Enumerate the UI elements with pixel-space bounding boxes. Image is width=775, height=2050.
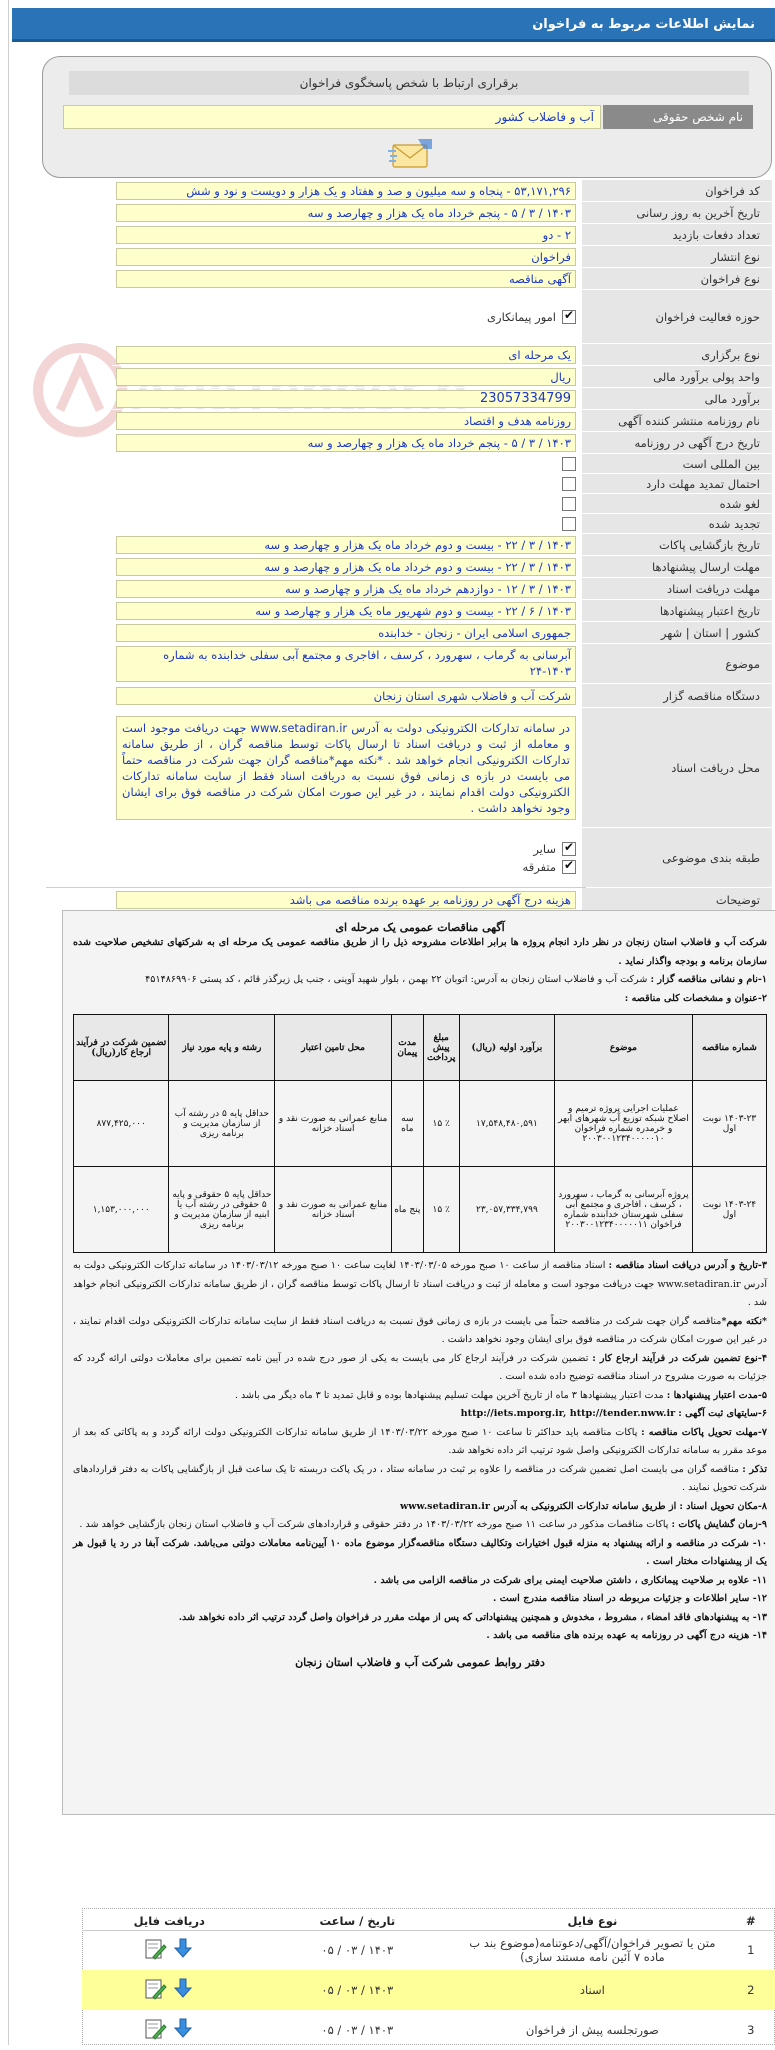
nt-cell: پنج ماه bbox=[391, 1167, 423, 1253]
notice-item2-head: ۲-عنوان و مشخصات کلی مناقصه : bbox=[624, 992, 767, 1004]
row-estimate bbox=[112, 388, 772, 410]
nt-cell: منابع عمرانی به صورت نقد و اسناد خزانه bbox=[275, 1167, 392, 1253]
nt-cell: حداقل پایه ۵ حقوقی و پایه ۵ حقوقی در رشته آب یا ابنیه از سازمان مدیریت و برنامه ریزی bbox=[169, 1167, 275, 1253]
doc-place-textarea[interactable]: در سامانه تدارکات الکترونیکی دولت به آدرس www.setadiran.ir جهت دریافت موجود است و معامله از ثبت و دریافت اسناد تا ارسال پاکات توسط مناقصه گران ، از طریق سامانه تدارکات الکترونیکی انجام خواهد شد . *نکته مهم*مناقصه گران جهت شرکت در مناقصه حتماً می بایست در بازه ی زمانی فوق نسبت به دریافت اسناد فقط از سایت سامانه تدارکات الکترونیکی دولت اقدام نمایند ، در غیر این صورت امکان شرکت در مناقصه فوق برای ایشان وجود نخواهد داشت . bbox=[116, 716, 576, 820]
file-type: متن یا تصویر فراخوان/آگهی/دعوتنامه(موضوع بند ب ماده ۷ آئین نامه مستند سازی) bbox=[469, 1936, 716, 1965]
row-activity bbox=[112, 290, 772, 344]
file-type: صورتجلسه پیش از فراخوان bbox=[525, 2023, 659, 2037]
call-type-value: آگهی مناقصه bbox=[116, 270, 576, 288]
row-newspaper-date bbox=[112, 432, 772, 454]
legal-person-label: نام شخص حقوقی bbox=[603, 105, 753, 129]
nt-header: موضوع bbox=[555, 1015, 693, 1081]
edit-document-icon[interactable] bbox=[143, 2017, 167, 2041]
code-value: ۵۳,۱۷۱,۲۹۶ - پنجاه و سه میلیون و صد و هفتاد و یک هزار و دویست و نود و شش bbox=[116, 182, 576, 200]
opening-label: تاریخ بازگشایی پاکات bbox=[580, 534, 772, 555]
file-row bbox=[82, 1970, 775, 2010]
category-other-checkbox[interactable] bbox=[562, 842, 576, 856]
row-extension bbox=[112, 474, 772, 494]
notice-note: مناقصه گران جهت شرکت در مناقصه حتماً می بایست در بازه ی زمانی فوق نسبت به دریافت اسناد فقط از سایت سامانه تدارکات الکترونیکی دولت اقدام نمایند ، در غیر این صورت امکان شرکت در مناقصه فوق برای ایشان وجود نخواهد داشت . bbox=[73, 1315, 767, 1345]
row-notes bbox=[112, 888, 772, 912]
download-arrow-icon[interactable] bbox=[171, 1977, 195, 2001]
submit-deadline-value: ۱۴۰۳ / ۳ / ۲۲ - بیست و دوم خرداد ماه یک هزار و چهارصد و سه bbox=[116, 558, 576, 576]
row-holding-type bbox=[112, 344, 772, 366]
notice-footer: دفتر روابط عمومی شرکت آب و فاضلاب استان زنجان bbox=[295, 1655, 545, 1669]
nt-row bbox=[74, 1081, 767, 1167]
notice-image bbox=[62, 910, 775, 1815]
row-renewed bbox=[112, 514, 772, 534]
nt-cell: ۱۴۰۳-۲۳ نوبت اول bbox=[692, 1081, 766, 1167]
notice-item13: ۱۳- به پیشنهادهای فاقد امضاء ، مشروط ، مخدوش و همچنین پیشنهاداتی که پس از مهلت مقرر در فراخوان واصل گردد ترتیب اثر داده نخواهد شد. bbox=[178, 1611, 767, 1623]
file-row bbox=[82, 2010, 775, 2050]
file-num: 2 bbox=[727, 1970, 775, 2010]
row-validity bbox=[112, 600, 772, 622]
validity-value: ۱۴۰۳ / ۶ / ۲۲ - بیست و دوم شهریور ماه یک هزار و چهارصد و سه bbox=[116, 602, 576, 620]
row-org bbox=[112, 684, 772, 708]
file-num: 1 bbox=[747, 1943, 755, 1958]
notice-item9-head: ۹-زمان گشایش پاکات : bbox=[671, 1519, 767, 1530]
currency-label: واحد پولی برآورد مالی bbox=[580, 366, 772, 387]
notice-item11: ۱۱- علاوه بر صلاحیت پیمانکاری ، داشتن صلاحیت ایمنی برای شرکت در مناقصه الزامی می باشد . bbox=[373, 1574, 767, 1586]
contact-title: برقراری ارتباط با شخص پاسخگوی فراخوان bbox=[69, 71, 749, 95]
tender-info-table bbox=[112, 180, 772, 912]
estimate-value: 23057334799 bbox=[116, 390, 576, 408]
file-date: ۱۴۰۳ / ۰۳ / ۰۵ bbox=[257, 1970, 458, 2010]
notice-item3: اسناد مناقصه از ساعت ۱۰ صبح مورخه ۱۴۰۳/۰۳/۰۵ لغایت ساعت ۱۰ صبح مورخه ۱۴۰۳/۰۳/۱۲ در سامانه تدارکات الکترونیکی دولت به آدرس www.setadiran.ir جهت دریافت موجود است و معامله از ثبت و دریافت اسناد تا ارسال پاکات توسط مناقصه گران ، از طریق سامانه تدارکات الکترونیکی انجام خواهد شد . bbox=[73, 1260, 767, 1308]
nt-row bbox=[74, 1167, 767, 1253]
nt-header: رشته و پایه مورد نیاز bbox=[169, 1015, 275, 1081]
nt-cell: منابع عمرانی به صورت نقد و اسناد خزانه bbox=[275, 1081, 392, 1167]
row-subject bbox=[112, 644, 772, 684]
newspaper-value: روزنامه هدف و اقتصاد bbox=[116, 412, 576, 430]
location-label: کشور | استان | شهر bbox=[580, 622, 772, 643]
newspaper-label: نام روزنامه منتشر کننده آگهی bbox=[580, 410, 772, 431]
row-newspaper bbox=[112, 410, 772, 432]
renewed-checkbox[interactable] bbox=[562, 517, 576, 531]
activity-value: امور پیمانکاری bbox=[487, 309, 556, 324]
row-opening bbox=[112, 534, 772, 556]
category-label: طبقه بندی موضوعی bbox=[580, 828, 772, 887]
subject-value: آبرسانی به گرماب ، سهرورد ، کرسف ، افاجری و مجتمع آبی سفلی خدابنده به شماره ۱۴۰۳-۲۴ bbox=[116, 646, 576, 682]
last-update-label: تاریخ آخرین به روز رسانی bbox=[580, 202, 772, 223]
envelope-icon[interactable] bbox=[388, 137, 434, 169]
notice-item12: ۱۲- سایر اطلاعات و جزئیات مربوطه در اسناد مناقصه مندرج است . bbox=[493, 1593, 767, 1604]
notice-item4: تضمین شرکت در فرآیند ارجاع کار می بایست به یکی از صور درج شده در آیین نامه تضمین برای معاملات دولتی ارائه گردد که جزئیات به صورت مشروح در اسناد مناقصه توضیح داده شده است . bbox=[73, 1352, 767, 1382]
row-call-type bbox=[112, 268, 772, 290]
org-label: دستگاه مناقصه گزار bbox=[580, 684, 772, 707]
download-arrow-icon[interactable] bbox=[171, 2017, 195, 2041]
notes-label: توضیحات bbox=[580, 888, 772, 911]
extension-checkbox[interactable] bbox=[562, 477, 576, 491]
nt-cell: عملیات اجرایی پروژه ترمیم و اصلاح شبکه توزیع آب شهرهای ابهر و خرمدره شماره فراخوان ۲۰۰۳۰۰۱۲۳۴۰۰۰۰۰۱۰ bbox=[555, 1081, 693, 1167]
row-international bbox=[112, 454, 772, 474]
divider bbox=[46, 887, 586, 888]
notice-title: آگهی مناقصات عمومی یک مرحله ای bbox=[335, 921, 505, 934]
estimate-label: برآورد مالی bbox=[580, 388, 772, 409]
download-arrow-icon[interactable] bbox=[171, 1937, 195, 1961]
currency-value: ریال bbox=[116, 368, 576, 386]
row-cancel bbox=[112, 494, 772, 514]
activity-checkbox[interactable] bbox=[562, 310, 576, 324]
nt-cell: پروژه آبرسانی به گرماب ، سهرورد ، کرسف ، افاجری و مجتمع آبی سفلی شهرستان خدابنده شماره فراخوان ۲۰۰۳۰۰۱۲۳۴۰۰۰۰۰۱۱ bbox=[555, 1167, 693, 1253]
nt-cell: ۲۳,۰۵۷,۳۳۴,۷۹۹ bbox=[459, 1167, 554, 1253]
notice-item5: مدت اعتبار پیشنهادها ۳ ماه از تاریخ آخرین مهلت تسلیم پیشنهادها بوده و قابل تمدید تا ۳ ماه دیگر می باشد . bbox=[234, 1389, 664, 1401]
nt-header: برآورد اولیه (ریال) bbox=[459, 1015, 554, 1081]
file-date: ۱۴۰۳ / ۰۳ / ۰۵ bbox=[321, 1943, 394, 1958]
row-publish-type bbox=[112, 246, 772, 268]
file-date: ۱۴۰۳ / ۰۳ / ۰۵ bbox=[321, 2023, 394, 2037]
category-other-label: سایر bbox=[533, 841, 556, 856]
publish-type-value: فراخوان bbox=[116, 248, 576, 266]
files-header-download: دریافت فایل bbox=[82, 1912, 257, 1930]
notice-intro: شرکت آب و فاضلاب استان زنجان در نظر دارد انجام پروژه ها برابر اطلاعات مشروحه ذیل را از طریق مناقصه عمومی یک مرحله ای به شرکتهای تشخیص صلاحیت شده سازمان برنامه و بودجه واگذار نماید . bbox=[73, 937, 767, 967]
notice-item7-head: ۷-مهلت تحویل پاکات مناقصه : bbox=[641, 1426, 767, 1438]
submit-deadline-label: مهلت ارسال پیشنهادها bbox=[580, 556, 772, 577]
notes-value: هزینه درج آگهی در روزنامه بر عهده برنده مناقصه می باشد bbox=[116, 891, 576, 909]
nt-header: مبلغ پیش پرداخت bbox=[423, 1015, 459, 1081]
nt-cell: ۱۴۰۳-۲۴ نوبت اول bbox=[692, 1167, 766, 1253]
international-checkbox[interactable] bbox=[562, 457, 576, 471]
notice-item3-head: ۳-تاریخ و آدرس دریافت اسناد مناقصه : bbox=[608, 1260, 768, 1271]
doc-place-label: محل دریافت اسناد bbox=[580, 708, 772, 827]
activity-label: حوزه فعالیت فراخوان bbox=[580, 290, 772, 343]
call-type-label: نوع فراخوان bbox=[580, 268, 772, 289]
international-label: بین المللی است bbox=[580, 454, 772, 473]
file-row bbox=[82, 1930, 775, 1970]
nt-cell: ۱۷,۵۴۸,۴۸۰,۵۹۱ bbox=[459, 1081, 554, 1167]
files-header-num: # bbox=[727, 1912, 775, 1930]
row-category bbox=[112, 828, 772, 888]
notice-item5-head: ۵-مدت اعتبار پیشنهادها : bbox=[666, 1389, 767, 1401]
org-value: شرکت آب و فاضلاب شهری استان زنجان bbox=[116, 687, 576, 705]
notice-item8-head: ۸-مکان تحویل اسناد : bbox=[679, 1500, 767, 1512]
row-location bbox=[112, 622, 772, 644]
nt-cell: ٪ ۱۵ bbox=[423, 1081, 459, 1167]
holding-type-label: نوع برگزاری bbox=[580, 344, 772, 365]
code-label: کد فراخوان bbox=[580, 180, 772, 201]
renewed-label: تجدید شده bbox=[580, 514, 772, 533]
file-num: 3 bbox=[747, 2023, 755, 2037]
nt-header: محل تامین اعتبار bbox=[275, 1015, 392, 1081]
extension-label: احتمال تمدید مهلت دارد bbox=[580, 474, 772, 493]
notice-item4-head: ۴-نوع تضمین شرکت در فرآیند ارجاع کار : bbox=[592, 1352, 767, 1364]
publish-type-label: نوع انتشار bbox=[580, 246, 772, 267]
row-visits bbox=[112, 224, 772, 246]
legal-person-value: آب و فاضلاب کشور bbox=[63, 105, 601, 129]
files-header-date: تاریخ / ساعت bbox=[257, 1912, 458, 1930]
nt-cell: حداقل پایه ۵ در رشته آب از سازمان مدیریت و برنامه ریزی bbox=[169, 1081, 275, 1167]
doc-deadline-value: ۱۴۰۳ / ۳ / ۱۲ - دوازدهم خرداد ماه یک هزار و چهارصد و سه bbox=[116, 580, 576, 598]
notice-item6: http://iets.mporg.ir, http://tender.nww.ir bbox=[460, 1408, 676, 1419]
opening-value: ۱۴۰۳ / ۳ / ۲۲ - بیست و دوم خرداد ماه یک هزار و چهارصد و سه bbox=[116, 536, 576, 554]
notice-reminder-head: تذکر : bbox=[742, 1463, 767, 1475]
doc-deadline-label: مهلت دریافت اسناد bbox=[580, 578, 772, 599]
notice-tender-table bbox=[73, 1014, 767, 1253]
last-update-value: ۱۴۰۳ / ۳ / ۵ - پنجم خرداد ماه یک هزار و چهارصد و سه bbox=[116, 204, 576, 222]
notice-item1: شرکت آب و فاضلاب استان زنجان به آدرس: اتوبان ۲۲ بهمن ، بلوار شهید آوینی ، جنب پل زیرگذر قائم ، کد پستی ۴۵۱۴۸۶۹۹۰۶ bbox=[145, 974, 648, 985]
row-doc-place bbox=[112, 708, 772, 828]
notice-note-head: *نکته مهم* bbox=[721, 1315, 767, 1327]
notice-item9: پاکات مناقصات مذکور در ساعت ۱۱ صبح مورخه ۱۴۰۳/۰۳/۲۲ در دفتر حقوقی و قراردادهای شرکت آب و فاضلاب استان زنجان بازگشایی خواهد شد . bbox=[79, 1519, 669, 1530]
row-currency bbox=[112, 366, 772, 388]
notice-item8: از طریق سامانه تدارکات الکترونیکی به آدرس www.setadiran.ir bbox=[400, 1500, 677, 1512]
validity-label: تاریخ اعتبار پیشنهادها bbox=[580, 600, 772, 621]
nt-header: مدت پیمان bbox=[391, 1015, 423, 1081]
notice-item1-head: ۱-نام و نشانی مناقصه گزار : bbox=[650, 974, 767, 985]
contact-row bbox=[63, 105, 753, 129]
row-last-update bbox=[112, 202, 772, 224]
files-table bbox=[82, 1912, 775, 2050]
holding-type-value: یک مرحله ای bbox=[116, 346, 576, 364]
nt-cell: ٪ ۱۵ bbox=[423, 1167, 459, 1253]
row-doc-deadline bbox=[112, 578, 772, 600]
notice-item14: ۱۴- هزینه درج آگهی در روزنامه به عهده برنده های مناقصه می باشد . bbox=[486, 1630, 767, 1641]
nt-cell: ۸۷۷,۴۲۵,۰۰۰ bbox=[74, 1081, 169, 1167]
notice-item10: ۱۰- شرکت در مناقصه و ارائه پیشنهاد به منزله قبول اختیارات وتکالیف دستگاه مناقصه‌گزار موضوع ماده ۱۰ آیین‌نامه معاملات دولتی می‌باشد. شرکت آبفا در رد یا قبول هر یک از پیشنهادات مختار است . bbox=[73, 1537, 767, 1567]
newspaper-date-label: تاریخ درج آگهی در روزنامه bbox=[580, 432, 772, 453]
subject-label: موضوع bbox=[580, 644, 772, 683]
edit-document-icon[interactable] bbox=[143, 1937, 167, 1961]
nt-header: تضمین شرکت در فرآیند ارجاع کار(ریال) bbox=[74, 1015, 169, 1081]
page-header: نمایش اطلاعات مربوط به فراخوان bbox=[12, 8, 775, 42]
row-code bbox=[112, 180, 772, 202]
contact-panel bbox=[42, 56, 772, 178]
visits-value: ۲ - دو bbox=[116, 226, 576, 244]
files-header-type: نوع فایل bbox=[458, 1912, 727, 1930]
location-value: جمهوری اسلامی ایران - زنجان - خدابنده bbox=[116, 624, 576, 642]
file-type: اسناد bbox=[458, 1970, 727, 2010]
category-misc-label: متفرقه bbox=[522, 859, 556, 874]
notice-item6-head: ۶-سایتهای ثبت آگهی : bbox=[678, 1408, 767, 1419]
newspaper-date-value: ۱۴۰۳ / ۳ / ۵ - پنجم خرداد ماه یک هزار و چهارصد و سه bbox=[116, 434, 576, 452]
visits-label: تعداد دفعات بازدید bbox=[580, 224, 772, 245]
nt-header: شماره مناقصه bbox=[692, 1015, 766, 1081]
nt-cell: سه ماه bbox=[391, 1081, 423, 1167]
cancel-label: لغو شده bbox=[580, 494, 772, 513]
notice-reminder: مناقصه گران می بایست اصل تضمین شرکت در مناقصه را علاوه بر ثبت در سامانه ستاد ، در یک پاکت دربسته تا یک ساعت قبل از بازگشایی پاکات به دفتر قراردادهای شرکت تحویل نمایند . bbox=[73, 1463, 767, 1493]
notice-item7: پاکات مناقصه باید حداکثر تا ساعت ۱۰ صبح مورخه ۱۴۰۳/۰۳/۲۲ از طریق سامانه تدارکات الکترونیکی دولت ارائه گردد و به پاکاتی که بعد از موعد مقرر به سامانه تدارکات الکترونیکی واصل شود ترتیب اثر داده نخواهد شد. bbox=[73, 1426, 767, 1456]
cancel-checkbox[interactable] bbox=[562, 497, 576, 511]
edit-document-icon[interactable] bbox=[143, 1977, 167, 2001]
category-misc-checkbox[interactable] bbox=[562, 860, 576, 874]
nt-cell: ۱,۱۵۳,۰۰۰,۰۰۰ bbox=[74, 1167, 169, 1253]
row-submit-deadline bbox=[112, 556, 772, 578]
